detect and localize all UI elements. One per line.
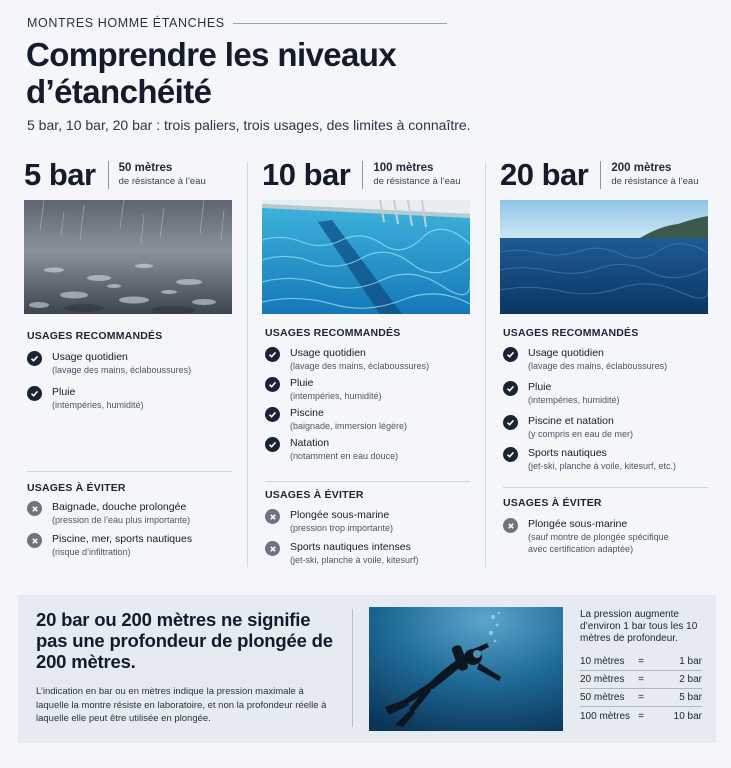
check-icon bbox=[265, 377, 280, 392]
item-detail: (baignade, immersion légère) bbox=[290, 421, 408, 431]
equals-cell: = bbox=[638, 710, 644, 722]
column-header bbox=[24, 155, 232, 195]
info-title: 20 bar ou 200 mètres ne signifie pas une profondeur de plongée de 200 mètres. bbox=[36, 609, 333, 672]
item-title: Baignade, douche prolongée bbox=[52, 501, 187, 513]
section-divider bbox=[503, 487, 708, 488]
header-divider bbox=[362, 161, 363, 189]
rating-label: 5 bar bbox=[24, 157, 96, 192]
rating-meta bbox=[119, 162, 206, 188]
meters-sub: de résistance à l’eau bbox=[611, 176, 699, 187]
recommended-item bbox=[265, 437, 398, 462]
cross-icon bbox=[27, 501, 42, 516]
item-detail: (intempéries, humidité) bbox=[52, 400, 144, 410]
recommended-item bbox=[265, 377, 382, 402]
table-row bbox=[580, 653, 702, 671]
kicker bbox=[27, 16, 447, 30]
depth-cell: 10 mètres bbox=[580, 656, 625, 667]
avoid-heading: USAGES À ÉVITER bbox=[265, 489, 364, 501]
item-detail: (sauf montre de plongée spécifique bbox=[528, 532, 669, 542]
pressure-cell: 1 bar bbox=[679, 656, 702, 667]
avoid-heading: USAGES À ÉVITER bbox=[503, 497, 602, 509]
column-divider bbox=[485, 162, 486, 567]
avoid-item bbox=[265, 541, 419, 566]
diver-photo bbox=[369, 607, 563, 731]
avoid-item bbox=[27, 533, 192, 558]
equals-cell: = bbox=[638, 656, 644, 667]
info-text: L’indication en bar ou en mètres indique la pression maximale à laquelle la montre résiste en laboratoire, et non la profondeur réelle à laquelle elle peut être utilisée en plongée. bbox=[36, 686, 327, 724]
cross-icon bbox=[27, 533, 42, 548]
pool-photo bbox=[262, 200, 470, 314]
check-icon bbox=[265, 407, 280, 422]
item-detail: (lavage des mains, éclaboussures) bbox=[52, 365, 192, 375]
item-detail: (y compris en eau de mer) bbox=[528, 429, 634, 439]
item-title: Natation bbox=[290, 437, 330, 449]
table-row bbox=[580, 671, 702, 689]
recommended-item bbox=[265, 407, 407, 432]
kicker-text: MONTRES HOMME ÉTANCHES bbox=[27, 16, 225, 30]
recommended-item bbox=[27, 386, 144, 411]
item-title: Pluie bbox=[52, 386, 76, 398]
item-detail: (pression de l’eau plus importante) bbox=[52, 515, 191, 525]
page-subtitle: 5 bar, 10 bar, 20 bar : trois paliers, trois usages, des limites à connaître. bbox=[27, 117, 471, 133]
pressure-cell: 5 bar bbox=[679, 692, 702, 703]
rating-meta bbox=[611, 162, 698, 188]
item-detail: (lavage des mains, éclaboussures) bbox=[290, 361, 430, 371]
item-title: Usage quotidien bbox=[290, 347, 366, 359]
recommended-heading: USAGES RECOMMANDÉS bbox=[27, 330, 163, 342]
item-title: Plongée sous-marine bbox=[290, 509, 390, 521]
pressure-cell: 2 bar bbox=[679, 674, 702, 685]
item-title: Usage quotidien bbox=[528, 347, 604, 359]
section-divider bbox=[265, 481, 470, 482]
column-divider bbox=[247, 162, 248, 567]
cross-icon bbox=[503, 518, 518, 533]
item-title: Piscine bbox=[290, 407, 324, 419]
check-icon bbox=[503, 381, 518, 396]
rating-meta bbox=[373, 162, 460, 188]
item-title: Plongée sous-marine bbox=[528, 518, 628, 530]
column-10-bar bbox=[262, 155, 470, 565]
avoid-item bbox=[503, 518, 669, 555]
item-title: Pluie bbox=[290, 377, 314, 389]
rain-photo bbox=[24, 200, 232, 314]
page-title: Comprendre les niveaux d’étanchéité bbox=[26, 36, 397, 110]
depth-cell: 20 mètres bbox=[580, 674, 625, 685]
meters-label: 100 mètres bbox=[373, 162, 434, 174]
item-detail: (notamment en eau douce) bbox=[290, 451, 399, 461]
section-divider bbox=[27, 471, 232, 472]
sea-photo bbox=[500, 200, 708, 314]
pressure-cell: 10 bar bbox=[673, 710, 702, 722]
equals-cell: = bbox=[638, 674, 644, 685]
column-header bbox=[262, 155, 470, 195]
depth-cell: 100 mètres bbox=[580, 710, 631, 722]
item-detail: (lavage des mains, éclaboussures) bbox=[528, 361, 668, 371]
item-title: Pluie bbox=[528, 381, 552, 393]
pressure-table bbox=[580, 653, 702, 725]
header-divider bbox=[600, 161, 601, 189]
recommended-item bbox=[503, 381, 620, 406]
check-icon bbox=[503, 447, 518, 462]
avoid-item bbox=[265, 509, 393, 534]
header-divider bbox=[108, 161, 109, 189]
check-icon bbox=[503, 415, 518, 430]
meters-sub: de résistance à l’eau bbox=[373, 176, 461, 187]
table-row bbox=[580, 689, 702, 707]
column-header bbox=[500, 155, 708, 195]
item-detail: (intempéries, humidité) bbox=[290, 391, 382, 401]
column-20-bar bbox=[500, 155, 708, 554]
recommended-item bbox=[503, 347, 667, 372]
item-title: Piscine, mer, sports nautiques bbox=[52, 533, 193, 545]
info-panel bbox=[18, 595, 716, 743]
meters-label: 200 mètres bbox=[611, 162, 672, 174]
meters-label: 50 mètres bbox=[118, 162, 173, 174]
equals-cell: = bbox=[638, 692, 644, 703]
recommended-heading: USAGES RECOMMANDÉS bbox=[265, 327, 401, 339]
recommended-item bbox=[503, 415, 633, 440]
avoid-item bbox=[27, 501, 190, 526]
item-title: Piscine et natation bbox=[528, 415, 614, 427]
check-icon bbox=[27, 386, 42, 401]
item-title: Sports nautiques intenses bbox=[290, 541, 411, 553]
column-5-bar bbox=[24, 155, 232, 557]
check-icon bbox=[265, 437, 280, 452]
pressure-title: La pression augmente d’environ 1 bar tous les 10 mètres de profondeur. bbox=[580, 609, 698, 644]
cross-icon bbox=[265, 541, 280, 556]
meters-sub: de résistance à l’eau bbox=[118, 176, 206, 187]
recommended-item bbox=[27, 351, 191, 376]
recommended-item bbox=[503, 447, 676, 472]
recommended-item bbox=[265, 347, 429, 372]
table-row bbox=[580, 707, 702, 725]
check-icon bbox=[27, 351, 42, 366]
rating-label: 20 bar bbox=[500, 157, 589, 192]
avoid-heading: USAGES À ÉVITER bbox=[27, 482, 126, 494]
rating-label: 10 bar bbox=[262, 157, 351, 192]
item-detail: (jet-ski, planche à voile, kitesurf, etc.) bbox=[528, 461, 677, 471]
item-detail: (risque d’infiltration) bbox=[52, 547, 131, 557]
item-detail: avec certification adaptée) bbox=[528, 544, 634, 554]
check-icon bbox=[503, 347, 518, 362]
item-title: Sports nautiques bbox=[528, 447, 607, 459]
item-detail: (jet-ski, planche à voile, kitesurf) bbox=[290, 555, 419, 565]
kicker-rule bbox=[233, 23, 447, 24]
item-title: Usage quotidien bbox=[52, 351, 128, 363]
check-icon bbox=[265, 347, 280, 362]
recommended-heading: USAGES RECOMMANDÉS bbox=[503, 327, 639, 339]
panel-divider bbox=[352, 609, 353, 727]
cross-icon bbox=[265, 509, 280, 524]
item-detail: (intempéries, humidité) bbox=[528, 395, 620, 405]
depth-cell: 50 mètres bbox=[580, 692, 625, 703]
item-detail: (pression trop importante) bbox=[290, 523, 394, 533]
